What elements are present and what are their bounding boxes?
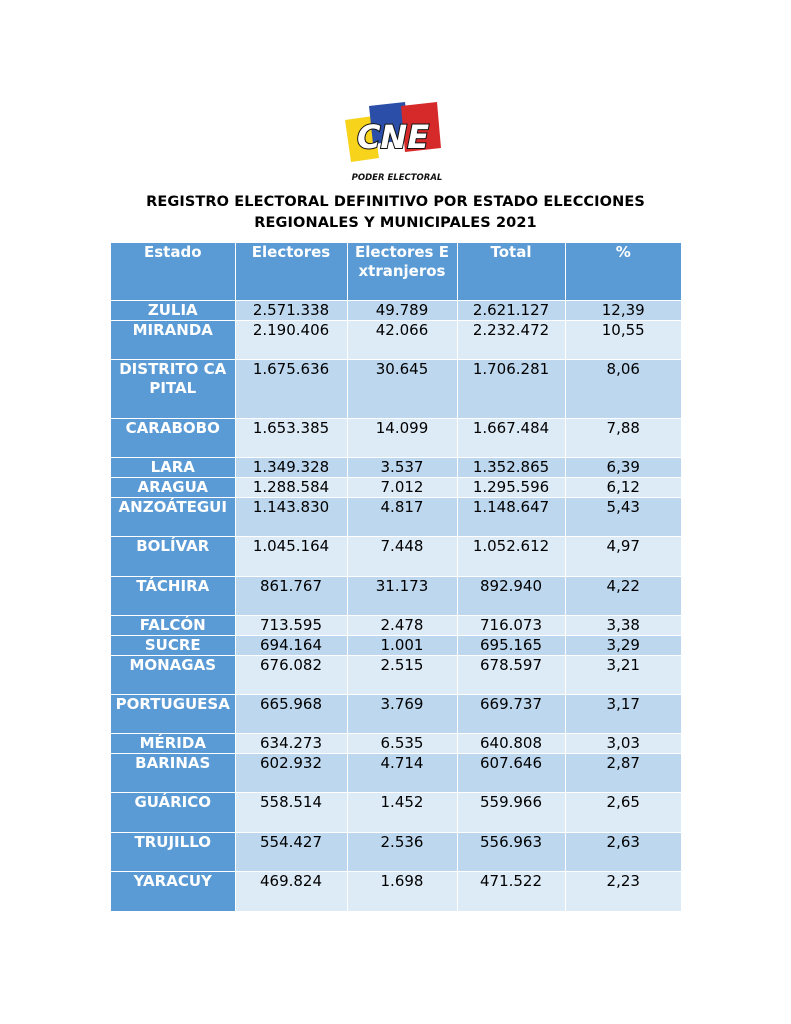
cell-percent: 12,39 [565,300,681,320]
cell-state: CARABOBO [111,418,235,457]
table-row [111,871,681,911]
table-row [111,576,681,615]
cell-total: 1.706.281 [457,359,565,418]
cell-electores: 602.932 [235,753,347,792]
cell-total: 695.165 [457,635,565,655]
table-row [111,694,681,733]
cell-total: 1.295.596 [457,477,565,497]
table-row [111,320,681,359]
cell-electores: 665.968 [235,694,347,733]
cell-electores: 1.143.830 [235,497,347,536]
cell-percent: 8,06 [565,359,681,418]
cell-extranjeros: 1.698 [347,871,457,911]
cne-logo [339,100,451,184]
cell-state: MONAGAS [111,655,235,694]
cell-electores: 634.273 [235,733,347,753]
cell-total: 678.597 [457,655,565,694]
logo-caption: PODER ELECTORAL [351,173,443,183]
header-total: Total [457,243,565,300]
header-estado: Estado [111,243,235,300]
cell-extranjeros: 3.537 [347,457,457,477]
cell-extranjeros: 14.099 [347,418,457,457]
cell-total: 669.737 [457,694,565,733]
cell-electores: 1.288.584 [235,477,347,497]
cell-percent: 3,29 [565,635,681,655]
cell-state: ARAGUA [111,477,235,497]
table-row [111,635,681,655]
cell-percent: 10,55 [565,320,681,359]
cell-percent: 3,17 [565,694,681,733]
table-row [111,655,681,694]
table-row [111,497,681,536]
cell-state: MÉRIDA [111,733,235,753]
cell-state: ANZOÁTEGUI [111,497,235,536]
cell-electores: 1.653.385 [235,418,347,457]
cell-percent: 4,97 [565,536,681,576]
cell-electores: 554.427 [235,832,347,871]
cell-state: BARINAS [111,753,235,792]
table-row [111,753,681,792]
cell-percent: 2,65 [565,792,681,832]
cell-state: GUÁRICO [111,792,235,832]
title-line-1: REGISTRO ELECTORAL DEFINITIVO POR ESTADO ELECCIONES [146,194,645,210]
cne-logo-graphic [339,100,451,184]
table-row [111,536,681,576]
cell-percent: 3,38 [565,615,681,635]
cell-percent: 3,21 [565,655,681,694]
title-line-2: REGIONALES Y MUNICIPALES 2021 [254,215,537,231]
cell-state: TÁCHIRA [111,576,235,615]
cell-state: FALCÓN [111,615,235,635]
cell-extranjeros: 7.012 [347,477,457,497]
cell-electores: 861.767 [235,576,347,615]
cell-extranjeros: 30.645 [347,359,457,418]
cell-total: 716.073 [457,615,565,635]
cell-electores: 676.082 [235,655,347,694]
cell-electores: 2.190.406 [235,320,347,359]
cell-state: YARACUY [111,871,235,911]
cell-extranjeros: 6.535 [347,733,457,753]
cell-electores: 2.571.338 [235,300,347,320]
cell-extranjeros: 1.001 [347,635,457,655]
table-row [111,457,681,477]
cell-total: 2.621.127 [457,300,565,320]
cell-extranjeros: 1.452 [347,792,457,832]
cell-total: 471.522 [457,871,565,911]
cell-electores: 1.675.636 [235,359,347,418]
cell-extranjeros: 31.173 [347,576,457,615]
table-header-row [111,243,681,300]
table-row [111,359,681,418]
header-electores: Electores [235,243,347,300]
cell-total: 1.352.865 [457,457,565,477]
cell-extranjeros: 49.789 [347,300,457,320]
cell-extranjeros: 2.515 [347,655,457,694]
cell-state: PORTUGUESA [111,694,235,733]
table-row [111,792,681,832]
cell-extranjeros: 2.536 [347,832,457,871]
cell-percent: 6,12 [565,477,681,497]
cell-total: 1.667.484 [457,418,565,457]
cell-total: 1.148.647 [457,497,565,536]
cell-extranjeros: 4.817 [347,497,457,536]
table-row [111,832,681,871]
cell-electores: 694.164 [235,635,347,655]
table-row [111,477,681,497]
logo-letters: CNE [356,118,430,156]
table-row [111,615,681,635]
cell-extranjeros: 2.478 [347,615,457,635]
cell-percent: 5,43 [565,497,681,536]
cell-total: 1.052.612 [457,536,565,576]
cell-state: SUCRE [111,635,235,655]
table-row [111,300,681,320]
cell-electores: 713.595 [235,615,347,635]
cell-state: ZULIA [111,300,235,320]
cell-state: DISTRITO CAPITAL [111,359,235,418]
cell-total: 607.646 [457,753,565,792]
cell-total: 2.232.472 [457,320,565,359]
header-percent: % [565,243,681,300]
cell-total: 556.963 [457,832,565,871]
table-row [111,418,681,457]
cell-electores: 558.514 [235,792,347,832]
cell-extranjeros: 3.769 [347,694,457,733]
cell-percent: 4,22 [565,576,681,615]
cell-percent: 2,87 [565,753,681,792]
cell-electores: 1.349.328 [235,457,347,477]
cell-extranjeros: 42.066 [347,320,457,359]
cell-percent: 2,63 [565,832,681,871]
table-row [111,733,681,753]
cell-percent: 3,03 [565,733,681,753]
cell-extranjeros: 4.714 [347,753,457,792]
header-electores-extranjeros: Electores Extranjeros [347,243,457,300]
cell-state: MIRANDA [111,320,235,359]
cell-total: 559.966 [457,792,565,832]
cell-state: LARA [111,457,235,477]
cell-electores: 1.045.164 [235,536,347,576]
cell-electores: 469.824 [235,871,347,911]
electoral-registry-table [111,243,681,911]
cell-percent: 7,88 [565,418,681,457]
cell-total: 640.808 [457,733,565,753]
cell-percent: 6,39 [565,457,681,477]
cell-percent: 2,23 [565,871,681,911]
document-title [100,192,691,234]
cell-total: 892.940 [457,576,565,615]
cell-state: BOLÍVAR [111,536,235,576]
cell-extranjeros: 7.448 [347,536,457,576]
cell-state: TRUJILLO [111,832,235,871]
